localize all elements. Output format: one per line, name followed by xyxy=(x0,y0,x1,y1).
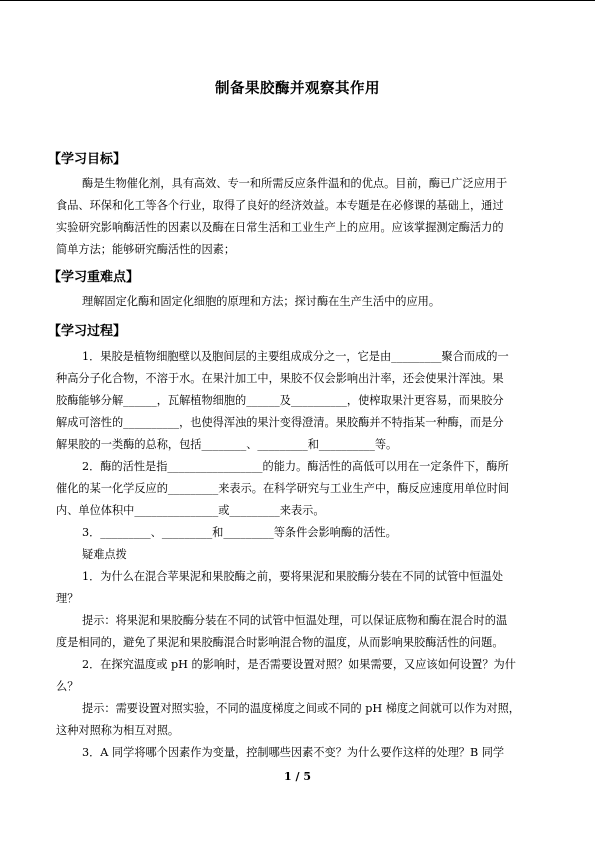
paragraph-line: 1．果胶是植物细胞壁以及胞间层的主要组成成分之一，它是由_________聚合而成的一 xyxy=(82,350,509,363)
paragraph-line: 3．A 同学将哪个因素作为变量，控制哪些因素不变？为什么要作这样的处理？B 同学 xyxy=(82,746,505,759)
paragraph-line: 简单方法；能够研究酶活性的因素； xyxy=(56,243,236,256)
paragraph-line: 解成可溶性的__________，也使得浑浊的果汁变得澄清。果胶酶并不特指某一种酶，而是分 xyxy=(56,416,504,429)
top-rule xyxy=(0,0,595,1)
paragraph-line: 理解固定化酶和固定化细胞的原理和方法；探讨酶在生产生活中的应用。 xyxy=(82,295,441,308)
paragraph-line: 内、单位体积中_______________或_________来表示。 xyxy=(56,504,325,517)
paragraph-line: 2．在探究温度或 pH 的影响时，是否需要设置对照？如果需要，又应该如何设置？为什 xyxy=(82,658,516,671)
paragraph-line: 解果胶的一类酶的总称，包括________、_________和__________等。 xyxy=(56,438,398,451)
section-heading-goals: 【学习目标】 xyxy=(48,152,127,167)
paragraph-line: 提示：将果泥和果胶酶分装在不同的试管中恒温处理，可以保证底物和酶在混合时的温 xyxy=(82,614,508,627)
paragraph-line: 催化的某一化学反应的_________来表示。在科学研究与工业生产中，酶反应速度用单位时间 xyxy=(56,482,510,495)
section-heading-process: 【学习过程】 xyxy=(48,324,127,339)
page-number: 1 / 5 xyxy=(284,770,311,783)
paragraph-line: 提示：需要设置对照实验，不同的温度梯度之间或不同的 pH 梯度之间就可以作为对照， xyxy=(82,702,520,715)
subheading-difficult-points: 疑难点拨 xyxy=(82,548,127,561)
paragraph-line: 理？ xyxy=(56,592,79,605)
paragraph-line: 种高分子化合物，不溶于水。在果汁加工中，果胶不仅会影响出汁率，还会使果汁浑浊。果 xyxy=(56,372,504,385)
page-title: 制备果胶酶并观察其作用 xyxy=(215,80,380,97)
paragraph-line: 实验研究影响酶活性的因素以及酶在日常生活和工业生产上的应用。应该掌握测定酶活力的 xyxy=(56,221,504,234)
paragraph-line: 1．为什么在混合苹果泥和果胶酶之前，要将果泥和果胶酶分装在不同的试管中恒温处 xyxy=(82,570,504,583)
paragraph-line: 这种对照称为相互对照。 xyxy=(56,724,180,737)
paragraph-line: 胶酶能够分解______，瓦解植物细胞的______及__________，使榨取果汁更容易，而果胶分 xyxy=(56,394,504,407)
paragraph-line: 2．酶的活性是指_________________的能力。酶活性的高低可以用在一定条件下，酶所 xyxy=(82,460,509,473)
paragraph-line: 3．_________、_________和_________等条件会影响酶的活性。 xyxy=(82,526,397,539)
section-heading-key-points: 【学习重难点】 xyxy=(48,270,140,285)
paragraph-line: 酶是生物催化剂，具有高效、专一和所需反应条件温和的优点。目前，酶已广泛应用于 xyxy=(82,177,508,190)
paragraph-line: 度是相同的，避免了果泥和果胶酶混合时影响混合物的温度，从而影响果胶酶活性的问题。 xyxy=(56,636,504,649)
paragraph-line: 食品、环保和化工等各个行业，取得了良好的经济效益。本专题是在必修课的基础上，通过 xyxy=(56,199,504,212)
paragraph-line: 么？ xyxy=(56,680,79,693)
